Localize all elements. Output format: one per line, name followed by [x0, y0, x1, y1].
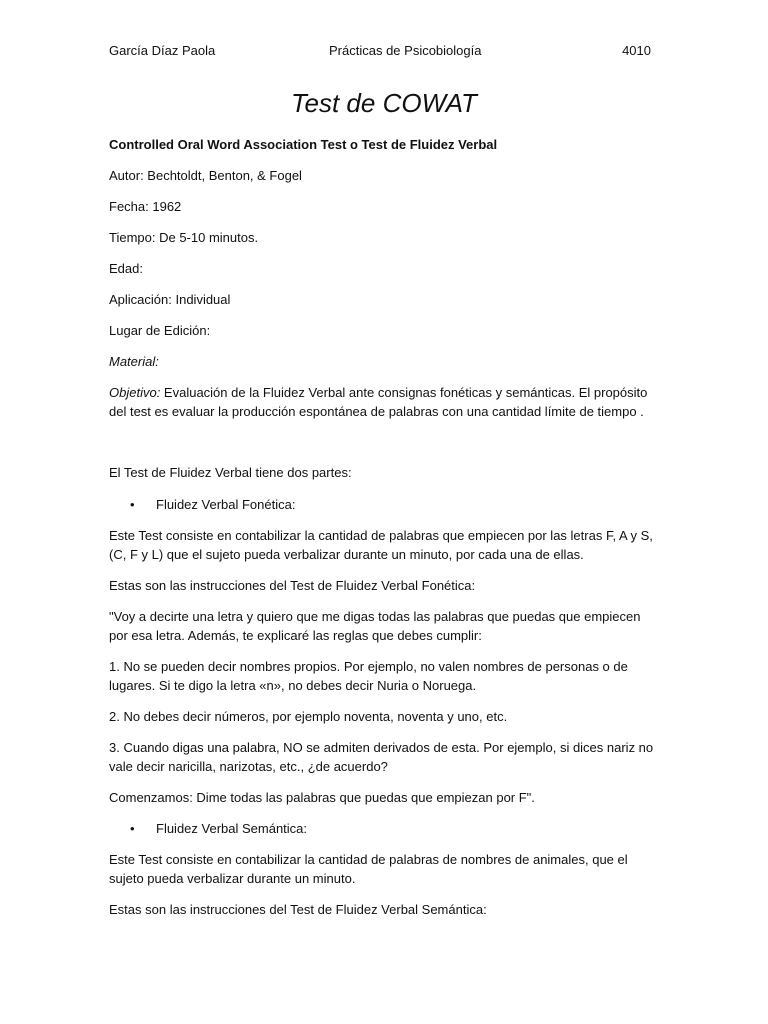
- objetivo-text: Evaluación de la Fluidez Verbal ante consignas fonéticas y semánticas. El propósito del test es evaluar la producción espontánea de palabras con una cantidad límite de tiempo .: [109, 385, 648, 419]
- semantica-instructions-title: Estas son las instrucciones del Test de Fluidez Verbal Semántica:: [109, 902, 487, 917]
- header-number: 4010: [622, 43, 651, 58]
- rule-3: 3. Cuando digas una palabra, NO se admiten derivados de esta. Por ejemplo, si dices nariz no vale decir naricilla, narizotas, etc., ¿de acuerdo?: [109, 740, 654, 774]
- field-lugar: Lugar de Edición:: [109, 323, 211, 338]
- bullet-fonetica: [130, 495, 295, 514]
- field-aplicacion: Aplicación: Individual: [109, 292, 231, 307]
- field-edad: Edad:: [109, 261, 143, 276]
- objetivo-label: Objetivo:: [109, 385, 161, 400]
- rule-2: 2. No debes decir números, por ejemplo noventa, noventa y uno, etc.: [109, 709, 508, 724]
- fonetica-quote: "Voy a decirte una letra y quiero que me digas todas las palabras que puedas que empiecen por esa letra. Además, te explicaré las reglas que debes cumplir:: [109, 609, 641, 643]
- rule-1: 1. No se pueden decir nombres propios. Por ejemplo, no valen nombres de personas o de lugares. Si te digo la letra «n», no debes decir Nuria o Noruega.: [109, 659, 628, 693]
- intro-text: El Test de Fluidez Verbal tiene dos partes:: [109, 465, 352, 480]
- bullet-semantica-label: Fluidez Verbal Semántica:: [156, 821, 308, 836]
- field-objetivo: [109, 383, 654, 421]
- header-author: García Díaz Paola: [109, 43, 216, 58]
- document-subtitle: Controlled Oral Word Association Test o Test de Fluidez Verbal: [109, 137, 498, 152]
- bullet-dot-icon: •: [130, 497, 135, 512]
- bullet-dot-icon: •: [130, 821, 135, 836]
- document-title: Test de COWAT: [291, 88, 477, 118]
- field-autor: Autor: Bechtoldt, Benton, & Fogel: [109, 168, 302, 183]
- start-instruction: Comenzamos: Dime todas las palabras que puedas que empiezan por F".: [109, 790, 535, 805]
- header-course: Prácticas de Psicobiología: [329, 43, 482, 58]
- bullet-semantica: [130, 819, 307, 838]
- fonetica-instructions-title: Estas son las instrucciones del Test de Fluidez Verbal Fonética:: [109, 578, 476, 593]
- semantica-description: Este Test consiste en contabilizar la cantidad de palabras de nombres de animales, que el sujeto pueda verbalizar durante un minuto.: [109, 852, 628, 886]
- field-fecha: Fecha: 1962: [109, 199, 182, 214]
- field-tiempo: Tiempo: De 5-10 minutos.: [109, 230, 259, 245]
- field-material: Material:: [109, 354, 159, 369]
- fonetica-description: Este Test consiste en contabilizar la cantidad de palabras que empiecen por las letras F, A y S, (C, F y L) que el sujeto pueda verbalizar durante un minuto, por cada una de ellas.: [109, 528, 653, 562]
- bullet-fonetica-label: Fluidez Verbal Fonética:: [156, 497, 296, 512]
